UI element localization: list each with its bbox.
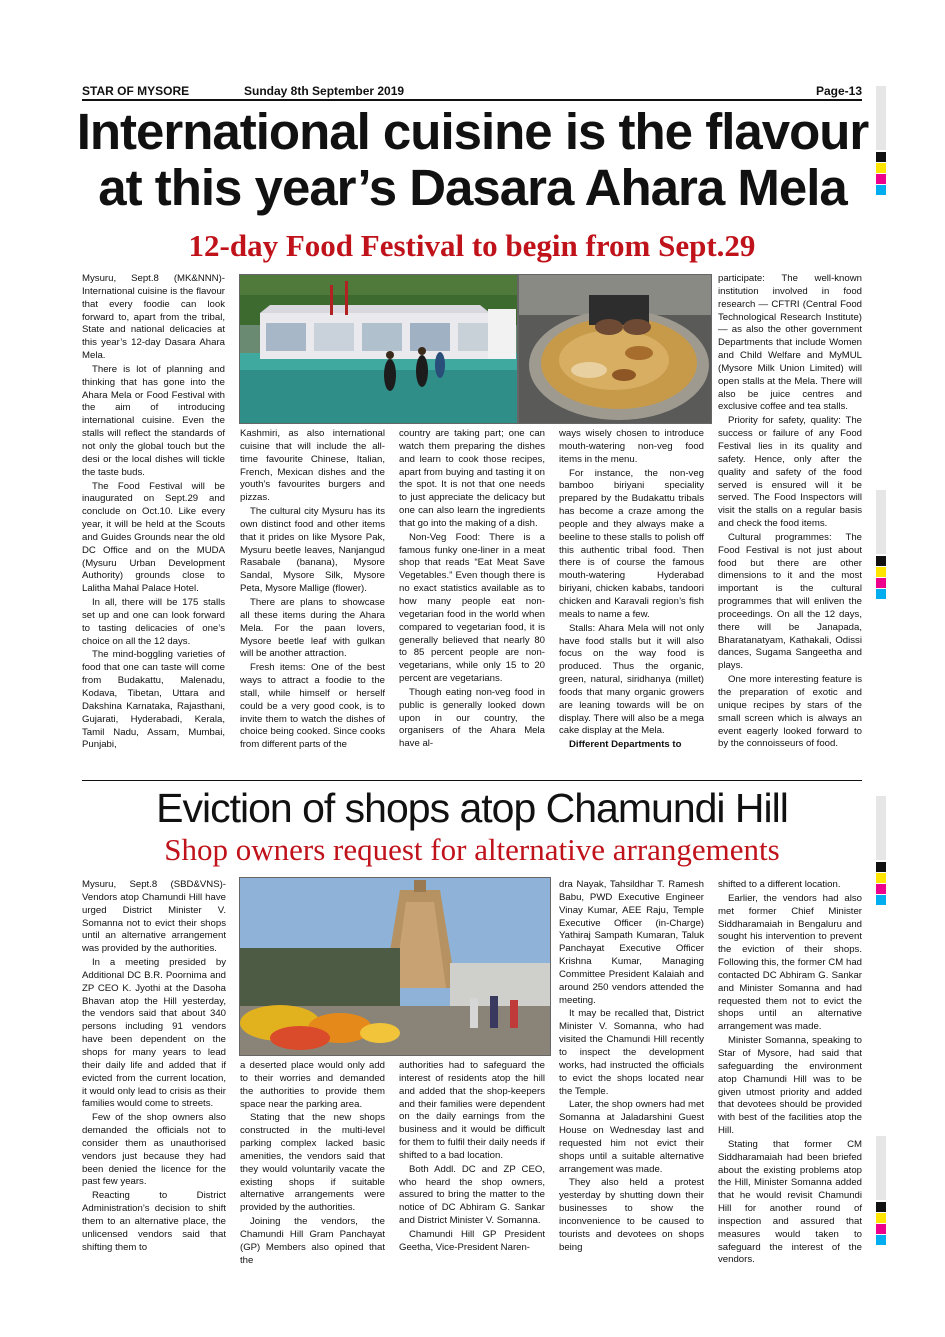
paragraph: Stating that the new shops constructed in the multi-level parking complex lacked basic amenities, the vendors said that they would voluntarily vacate the existing shops if suitable alternative arrangements were provided by the authorities.: [240, 1112, 385, 1214]
paragraph: participate: The well-known institution involved in food research — CFTRI (Central Food Technological Research Institute) — as also the other government Departments that include Women and Child Welfare and MyMUL (Mysore Milk Union Limited) will open stalls at the Mela. There will also be juice centres and exclusive coffee and tea stalls.: [718, 273, 862, 413]
paragraph: There is lot of planning and thinking that has gone into the Ahara Mela or Food Festival with the aim of introducing international cuisine. Even the stalls will reflect the standards of not only the global touch but the desi or the local dishes will tickle the taste buds.: [82, 363, 225, 478]
food-stalls-photo: [239, 274, 518, 424]
paragraph: For instance, the non-veg bamboo biriyani speciality prepared by the Budakattu tribals has become a craze among the people and they always make a beeline to these stalls to polish off this authentic tribal food. Then there is of course the famous mouth-watering Hyderabad biriyani, chicken kababs, tandoori chicken and Karavali region’s fish meals to name a few.: [559, 467, 704, 620]
paragraph: Cultural programmes: The Food Festival is not just about food but there are other dimensions to it and the most important is the cultural programmes that will enliven the proceedings. On all the 12 days, there will be Janapada, Bharatanatyam, Kathakali, Odissi dances, Sugama Sangeetha and plays.: [718, 531, 862, 672]
masthead-rule: [82, 99, 862, 101]
chamundi-hill-photo: [239, 877, 551, 1056]
paragraph: They also held a protest yesterday by shutting down their businesses to show the inconvenience to be caused to tourists and devotees on shops being: [559, 1177, 704, 1253]
paragraph: In a meeting presided by Additional DC B.R. Poornima and ZP CEO K. Jyothi at the Dasoha Bhavan atop the Hill yesterday, the vendors said that about 340 persons including 91 vendors have been dependent on the shops for many years to lead their daily life and added that if evicted from the current location, it would only lead to crisis as their families would come to streets.: [82, 957, 226, 1110]
masthead: [82, 84, 862, 99]
registration-tile: [876, 556, 886, 566]
registration-tile: [876, 163, 886, 173]
article1-column-4: [559, 428, 704, 753]
paragraph: It may be recalled that, District Minister V. Somanna, who had visited the Chamundi Hill recently to inspect the development works, had instructed the officials to evict the shops located near the Temple.: [559, 1008, 704, 1097]
registration-tile: [876, 490, 886, 554]
registration-tile: [876, 174, 886, 184]
chamundi-temple-image: [240, 878, 550, 1055]
registration-tile: [876, 567, 886, 577]
paragraph: Later, the shop owners had met Somanna at Jaladarshini Guest House on Wednesday last and requested him not evict their shops until a suitable alternative arrangement was made.: [559, 1099, 704, 1175]
registration-tile: [876, 578, 886, 588]
registration-tile: [876, 1213, 886, 1223]
biriyani-photo: [518, 274, 712, 424]
paragraph: dra Nayak, Tahsildhar T. Ramesh Babu, PWD Executive Engineer Vinay Kumar, AEE Raju, Temple Executive Officer (in-Charge) Yathiraj Sampath Kumaran, Taluk Panchayat Executive Officer Krishna Kumar, Managing Committee President Kalaiah and around 250 vendors attended the meeting.: [559, 879, 704, 1006]
paragraph: shifted to a different location.: [718, 879, 841, 890]
food-stalls-image: [240, 275, 517, 423]
paragraph: Minister Somanna, speaking to Star of Mysore, had said that safeguarding the environment atop Chamundi Hill was to be given utmost priority and added that devotees should be provided with best of the facilities atop the Hill.: [718, 1035, 862, 1137]
registration-tile: [876, 796, 886, 860]
registration-tile: [876, 862, 886, 872]
registration-tile: [876, 1136, 886, 1200]
paragraph: Both Addl. DC and ZP CEO, who heard the shop owners, assured to bring the matter to the notice of DC Abhiram G. Sankar and District Minister V. Somanna.: [399, 1163, 545, 1227]
article1-column-5: [718, 273, 862, 752]
registration-tile: [876, 152, 886, 162]
article1-headline-line2: at this year’s Dasara Ahara Mela: [98, 159, 847, 216]
article1-subhead: 12-day Food Festival to begin from Sept.29: [188, 228, 756, 263]
paragraph: Stalls: Ahara Mela will not only have food stalls but it will also focus on the way food is produced. Thus the organic, green, natural, siridhanya (millet) foods that many organic growers are leaning towards will be on display. There will also be a mega cake display at the Mela.: [559, 622, 704, 737]
registration-tile: [876, 589, 886, 599]
paragraph: The mind-boggling varieties of food that one can taste will come from Budakattu, Malenadu, Kodava, Tibetan, Uttara and Dakshina Karnataka, Rajasthani, Gujarati, Hyderabadi, Kerala, Tamil Nadu, Assam, Mumbai, Punjabi,: [82, 649, 225, 751]
article2-column-5: [718, 879, 862, 1268]
paragraph: The Food Festival will be inaugurated on Sept.29 and conclude on Oct.10. Like every year, it will be held at the Scouts and Guides Grounds near the old DC Office and on the MUDA (Mysuru Urban Development Authority) grounds close to Lalitha Mahal Palace Hotel.: [82, 480, 225, 595]
biriyani-image: [519, 275, 711, 423]
paragraph: Reacting to District Administration’s decision to shift them to an alternative place, the unlicensed vendors said that shifting them to: [82, 1190, 226, 1253]
paragraph: Different Departments to: [569, 739, 682, 751]
registration-tile: [876, 873, 886, 883]
paragraph: Priority for safety, quality: The success or failure of any Food Festival lies in its quality and safety. Hence, only after the quality and safety of the food served is ensured will it be served. The Food Inspectors will visit the stalls on a regular basis and check the food items.: [718, 415, 862, 530]
registration-tile: [876, 895, 886, 905]
paragraph: Fresh items: One of the best ways to attract a foodie to the stall, while himself or herself could be a very good cook, is to invite them to watch the dishes of choice being cooked. Since cooks from different parts of the: [240, 662, 385, 751]
paragraph: Mysuru, Sept.8 (SBD&VNS)- Vendors atop Chamundi Hill have urged District Minister V. Somanna not to evict their shops until an alternative arrangement was provided by the authorities.: [82, 879, 226, 955]
article2-column-4: [559, 879, 704, 1255]
paragraph: There are plans to showcase all these items during the Ahara Mela. For the paan lovers, Mysore beetle leaf with gulkan will be another attraction.: [240, 596, 385, 660]
article2-column-1: [82, 879, 226, 1255]
paragraph: One more interesting feature is the preparation of exotic and unique recipes by stars of the small screen which is always an event eagerly looked forward to by the connoisseurs of food.: [718, 674, 862, 750]
article2-column-3: [399, 1060, 545, 1256]
article1-column-1: [82, 273, 225, 753]
article2-subhead: Shop owners request for alternative arrangements: [164, 832, 780, 867]
section-divider: [82, 780, 862, 781]
color-registration-strip: [876, 86, 886, 1286]
paragraph: authorities had to safeguard the interest of residents atop the hill and added that the shop-keepers and their families were dependent on the daily earnings from the business and it would be difficult for them to fulfil their daily needs if shifted to a bad location.: [399, 1060, 545, 1161]
paragraph: a deserted place would only add to their worries and demanded the authorities to provide them space near the parking area.: [240, 1060, 385, 1110]
paragraph: Mysuru, Sept.8 (MK&NNN)- International cuisine is the flavour that every foodie can look forward to, apart from the tribal, State and national delicacies at this year’s 12-day Dasara Ahara Mela.: [82, 273, 225, 362]
paragraph: ways wisely chosen to introduce mouth-watering non-veg food items in the menu.: [559, 428, 704, 465]
paragraph: Earlier, the vendors had also met former Chief Minister Siddharamaiah in Bengaluru and sought his intervention to prevent the eviction of their shops. Following this, the former CM had contacted DC Abhiram G. Sankar and Minister Somanna and had requested them not to evict the shops until an alternative arrangement was made.: [718, 892, 862, 1033]
paragraph: Chamundi Hill GP President Geetha, Vice-President Naren-: [399, 1228, 545, 1253]
paper-name: STAR OF MYSORE: [82, 84, 190, 98]
registration-tile: [876, 1224, 886, 1234]
registration-tile: [876, 884, 886, 894]
article1-column-2: [240, 428, 385, 753]
paragraph: country are taking part; one can watch them preparing the dishes and learn to cook those recipes, apart from buying and tasting it on the spot. It is not that one needs to just appreciate the delicacy but one can also learn the ingredients that go into the making of a dish.: [399, 428, 545, 529]
article2-column-2: [240, 1060, 385, 1269]
registration-tile: [876, 185, 886, 195]
issue-date: Sunday 8th September 2019: [244, 84, 405, 98]
paragraph: Non-Veg Food: There is a famous funky one-liner in a meat shop that reads “Eat Meat Save Vegetables.” Even though there is no exact statistics available as to how many people eat non-vegetarian food in the world when compared to vegetarian food, it is generally believed that nearly 80 to 85 percent people are non-vegetarians, while only 15 to 20 percent are vegetarians.: [399, 531, 545, 685]
article1-column-3: [399, 428, 545, 752]
paragraph: Though eating non-veg food in public is generally looked down upon in our country, the organisers of the Ahara Mela have al-: [399, 686, 545, 750]
registration-tile: [876, 1235, 886, 1245]
paragraph: Few of the shop owners also demanded the officials not to consider them as unauthorised vendors just because they had been denied the licence for the past few years.: [82, 1112, 226, 1188]
article2-headline: Eviction of shops atop Chamundi Hill: [156, 785, 788, 831]
article1-headline: [75, 104, 870, 216]
paragraph: The cultural city Mysuru has its own distinct food and other items that it prides on like Mysore Pak, Mysuru beetle leaves, Nanjangud Rasabale (banana), Mysore Sandal, Mysore Silk, Mysore Peta, Mysore Mallige (flower).: [240, 506, 385, 595]
paragraph: Kashmiri, as also international cuisine that will include the all-time favourite Chinese, Italian, French, Mexican dishes and the youth’s favourites burgers and pizzas.: [240, 428, 385, 504]
registration-tile: [876, 1202, 886, 1212]
page-number: Page-13: [815, 84, 862, 98]
article1-headline-line1: International cuisine is the flavour: [76, 103, 869, 160]
paragraph: Joining the vendors, the Chamundi Hill Gram Panchayat (GP) Members also opined that the: [240, 1216, 385, 1266]
paragraph: Stating that former CM Siddharamaiah had been briefed about the existing problems atop the Hill, Minister Somanna added that he would revisit Chamundi Hill for another round of inspection and assured that measures would taken to safeguard the interest of the vendors.: [718, 1138, 862, 1266]
registration-tile: [876, 86, 886, 150]
paragraph: In all, there will be 175 stalls set up and one can look forward to tasting delicacies of one’s choice on all the 12 days.: [82, 597, 225, 647]
